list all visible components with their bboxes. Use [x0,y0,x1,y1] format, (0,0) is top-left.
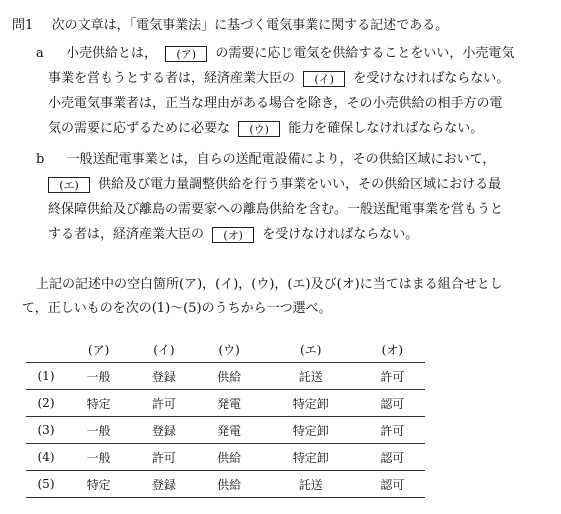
table-row[interactable] [26,390,425,417]
para-a-line-1: a 小売供給とは， (ア) の需要に応じ電気を供給することをいい，小売電気 [36,46,515,61]
instruction-line-2: て，正しいものを次の(1)～(5)のうちから一つ選べ。 [22,301,332,316]
table-row[interactable] [26,363,425,390]
blank-o-box: (オ) [212,227,254,243]
table-cell: 特定卸 [292,450,329,465]
question-intro: 次の文章は，「電気事業法」に基づく電気事業に関する記述である。 [51,18,449,33]
table-header-row [26,336,425,363]
para-b-line-3: 終保障供給及び離島の需要家への離島供給を含む。一般送配電事業を営もうと [48,202,504,217]
para-a-line-3: 小売電気事業者は，正当な理由がある場合を除き，その小売供給の相手方の電 [48,96,503,111]
choice-number: (3) [37,423,55,437]
table-cell: 登録 [151,423,176,438]
blank-i-box: (イ) [303,71,345,87]
table-cell: 特定卸 [292,423,329,438]
table-cell: 供給 [217,369,242,384]
table-cell: 供給 [217,477,242,492]
table-cell: 託送 [298,369,323,384]
choice-number: (5) [37,477,55,491]
table-header-cell: (ア) [87,342,110,357]
choice-number: (1) [37,369,55,383]
table-row[interactable] [26,417,425,444]
para-b-marker: b [36,152,45,167]
para-b-line-2: (エ) 供給及び電力量調整供給を行う事業をいい，その供給区域における最 [48,176,501,194]
table-cell: 託送 [298,477,323,492]
table-cell: 登録 [151,477,176,492]
table-cell: 特定 [86,396,111,411]
blank-e-box: (エ) [48,177,90,193]
para-a-line-2: 事業を営もうとする者は，経済産業大臣の (イ) を受けなければならない。 [48,71,510,86]
table-cell: 許可 [380,423,405,438]
table-row[interactable] [26,471,425,498]
choice-number: (2) [37,396,55,410]
para-b-line-1: b 一般送配電事業とは，自らの送配電設備により，その供給区域において， [36,152,496,167]
table-cell: 登録 [151,369,176,384]
table-row[interactable] [26,444,425,471]
blank-u-box: (ウ) [238,121,280,137]
table-header-cell: (オ) [381,342,404,357]
table-cell: 発電 [217,396,242,411]
table-cell: 特定卸 [292,396,329,411]
question-number: 問1 [12,18,34,33]
answer-table [26,336,425,498]
table-cell: 許可 [151,396,176,411]
choice-number: (4) [37,450,55,464]
table-cell: 許可 [151,450,176,465]
table-header-cell: (イ) [153,342,175,357]
table-cell: 認可 [380,477,405,492]
para-a-marker: a [36,46,44,61]
table-cell: 認可 [380,396,405,411]
table-cell: 一般 [86,369,111,384]
table-header-cell: (ウ) [218,342,240,357]
blank-a-box: (ア) [165,46,207,62]
table-cell: 特定 [86,477,111,492]
table-header-cell [26,336,66,363]
table-cell: 発電 [217,423,242,438]
table-cell: 供給 [217,450,242,465]
table-header-cell: (エ) [300,342,322,357]
table-cell: 許可 [380,369,405,384]
table-cell: 一般 [86,423,111,438]
question-header [12,17,448,35]
instruction-line-1: 上記の記述中の空白箇所(ア)，(イ)，(ウ)，(エ)及び(オ)に当てはまる組合せとし [36,277,503,292]
table-cell: 認可 [380,450,405,465]
para-b-line-4: する者は，経済産業大臣の (オ) を受けなければならない。 [48,227,419,242]
table-cell: 一般 [86,450,111,465]
para-a-line-4: 気の需要に応ずるために必要な (ウ) 能力を確保しなければならない。 [48,121,484,136]
